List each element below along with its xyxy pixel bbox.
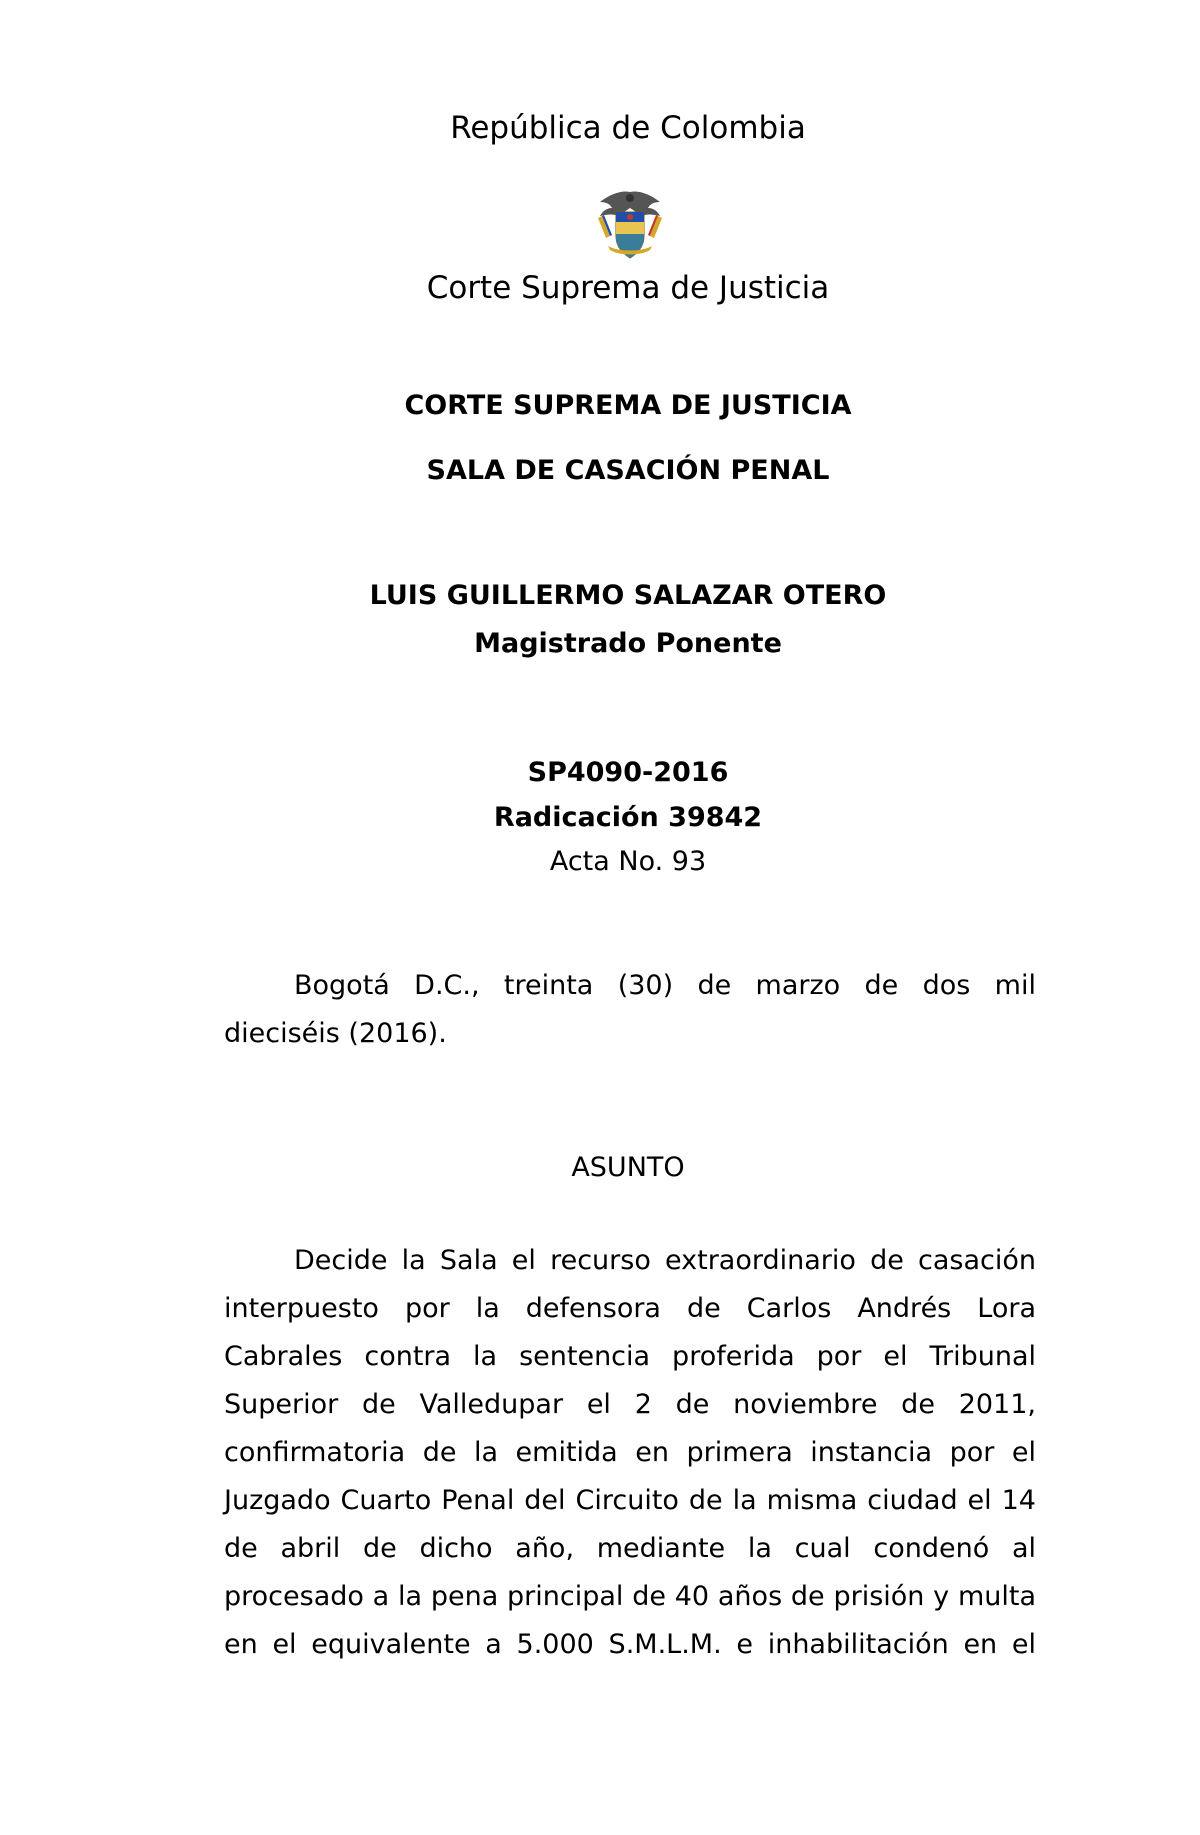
sentence-id: SP4090-2016: [527, 757, 729, 788]
body-line: interpuesto por la defensora de Carlos Andrés Lora: [224, 1293, 1036, 1324]
header-country: República de Colombia: [450, 110, 806, 146]
body-line: Superior de Valledupar el 2 de noviembre de 2011,: [224, 1389, 1036, 1420]
coat-of-arms-icon: [592, 188, 668, 262]
date-line: dieciséis (2016).: [224, 1018, 447, 1049]
acta-number: Acta No. 93: [549, 846, 707, 877]
magistrate-name: LUIS GUILLERMO SALAZAR OTERO: [369, 580, 887, 611]
body-line: Juzgado Cuarto Penal del Circuito de la misma ciudad el 14: [224, 1485, 1036, 1516]
court-title-caps: CORTE SUPREMA DE JUSTICIA: [404, 390, 852, 421]
date-line: Bogotá D.C., treinta (30) de marzo de dos mil: [294, 970, 1036, 1001]
magistrate-role: Magistrado Ponente: [474, 628, 782, 659]
body-line: en el equivalente a 5.000 S.M.L.M. e inhabilitación en el: [224, 1629, 1036, 1660]
body-line: Decide la Sala el recurso extraordinario de casación: [294, 1245, 1036, 1276]
body-line: Cabrales contra la sentencia proferida por el Tribunal: [224, 1341, 1036, 1372]
body-line: de abril de dicho año, mediante la cual condenó al: [224, 1533, 1036, 1564]
section-heading: ASUNTO: [571, 1152, 685, 1183]
header-court: Corte Suprema de Justicia: [426, 270, 830, 306]
body-line: confirmatoria de la emitida en primera instancia por el: [224, 1437, 1036, 1468]
body-line: procesado a la pena principal de 40 años de prisión y multa: [224, 1581, 1036, 1612]
chamber-title: SALA DE CASACIÓN PENAL: [426, 455, 830, 486]
radicacion: Radicación 39842: [493, 802, 763, 833]
